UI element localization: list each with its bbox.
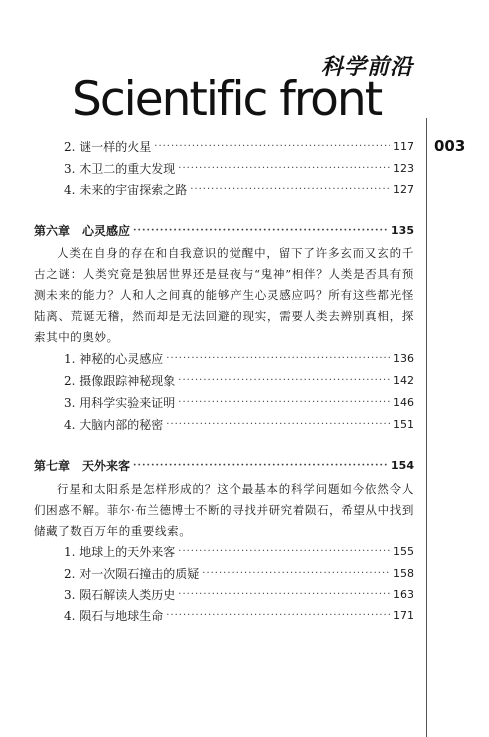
header-chinese-title: 科学前沿 bbox=[320, 55, 413, 80]
toc-entry[interactable] bbox=[64, 393, 414, 411]
toc-entry[interactable] bbox=[64, 159, 414, 177]
leader-dots bbox=[178, 589, 390, 600]
toc-entry[interactable] bbox=[64, 415, 414, 433]
toc-entry-label: 2. 对一次陨石撞击的质疑 bbox=[64, 566, 200, 581]
toc-entry-label: 2. 谜一样的火星 bbox=[64, 139, 152, 154]
toc-entry-label: 2. 摄像跟踪神秘现象 bbox=[64, 373, 176, 388]
leader-dots bbox=[133, 225, 388, 236]
chapter-page: 154 bbox=[391, 458, 414, 472]
leader-dots bbox=[166, 610, 390, 621]
leader-dots bbox=[178, 397, 390, 408]
chapter-number: 第七章 bbox=[34, 458, 71, 473]
toc-entry-page: 127 bbox=[393, 182, 414, 196]
chapter-description: 行星和太阳系是怎样形成的？这个最基本的科学问题如今依然令人们困惑不解。菲尔·布兰德博士不断的寻找并研究着陨石，希望从中找到储藏了数百万年的重要线索。 bbox=[34, 482, 414, 538]
leader-dots bbox=[166, 419, 390, 430]
leader-dots bbox=[154, 141, 390, 152]
toc-entry-label: 3. 用科学实验来证明 bbox=[64, 395, 176, 410]
chapter-number: 第六章 bbox=[34, 223, 71, 238]
toc-entry[interactable] bbox=[64, 180, 414, 198]
page-number: 003 bbox=[434, 137, 466, 155]
chapter-heading[interactable] bbox=[34, 221, 414, 239]
toc-entry-page: 117 bbox=[393, 139, 414, 153]
toc-entry-page: 171 bbox=[393, 608, 414, 622]
chapter-title: 天外来客 bbox=[82, 458, 131, 473]
toc-entry[interactable] bbox=[64, 585, 414, 603]
chapter-title: 心灵感应 bbox=[82, 223, 131, 238]
toc-entry-label: 1. 地球上的天外来客 bbox=[64, 544, 176, 559]
toc-entry-page: 163 bbox=[393, 587, 414, 601]
leader-dots bbox=[166, 353, 390, 364]
chapter-heading[interactable] bbox=[34, 456, 414, 474]
toc-entry-label: 1. 神秘的心灵感应 bbox=[64, 351, 164, 366]
leader-dots bbox=[202, 568, 390, 579]
toc-entry-page: 146 bbox=[393, 395, 414, 409]
toc-entry-page: 123 bbox=[393, 161, 414, 175]
toc-entry[interactable] bbox=[64, 564, 414, 582]
toc-entry-page: 151 bbox=[393, 417, 414, 431]
toc-entry-label: 3. 陨石解读人类历史 bbox=[64, 587, 176, 602]
toc-entry-label: 4. 未来的宇宙探索之路 bbox=[64, 182, 188, 197]
toc-entry[interactable] bbox=[64, 137, 414, 155]
chapter-description: 人类在自身的存在和自我意识的觉醒中，留下了许多玄而又玄的千古之谜：人类究竟是独居世界还是昼夜与“鬼神”相伴？人类是否具有预测未来的能力？人和人之间真的能够产生心灵感应吗？所有这些都光怪陆离、荒诞无稽，然而却是无法回避的现实，需要人类去辨别真相，探索其中的奥妙。 bbox=[34, 246, 414, 344]
leader-dots bbox=[178, 375, 390, 386]
toc-entry-label: 4. 大脑内部的秘密 bbox=[64, 417, 164, 432]
toc-entry[interactable] bbox=[64, 606, 414, 624]
chapter-page: 135 bbox=[391, 223, 414, 237]
toc-entry-page: 158 bbox=[393, 566, 414, 580]
toc-entry[interactable] bbox=[64, 542, 414, 560]
toc-entry[interactable] bbox=[64, 371, 414, 389]
toc-entry-label: 4. 陨石与地球生命 bbox=[64, 608, 164, 623]
leader-dots bbox=[178, 163, 390, 174]
header-english-title: Scientific front bbox=[72, 72, 382, 127]
toc-entry-page: 155 bbox=[393, 544, 414, 558]
toc-entry-label: 3. 木卫二的重大发现 bbox=[64, 161, 176, 176]
toc-entry-page: 136 bbox=[393, 351, 414, 365]
toc-entry[interactable] bbox=[64, 349, 414, 367]
toc-entry-page: 142 bbox=[393, 373, 414, 387]
leader-dots bbox=[190, 184, 390, 195]
leader-dots bbox=[133, 460, 388, 471]
leader-dots bbox=[178, 546, 390, 557]
